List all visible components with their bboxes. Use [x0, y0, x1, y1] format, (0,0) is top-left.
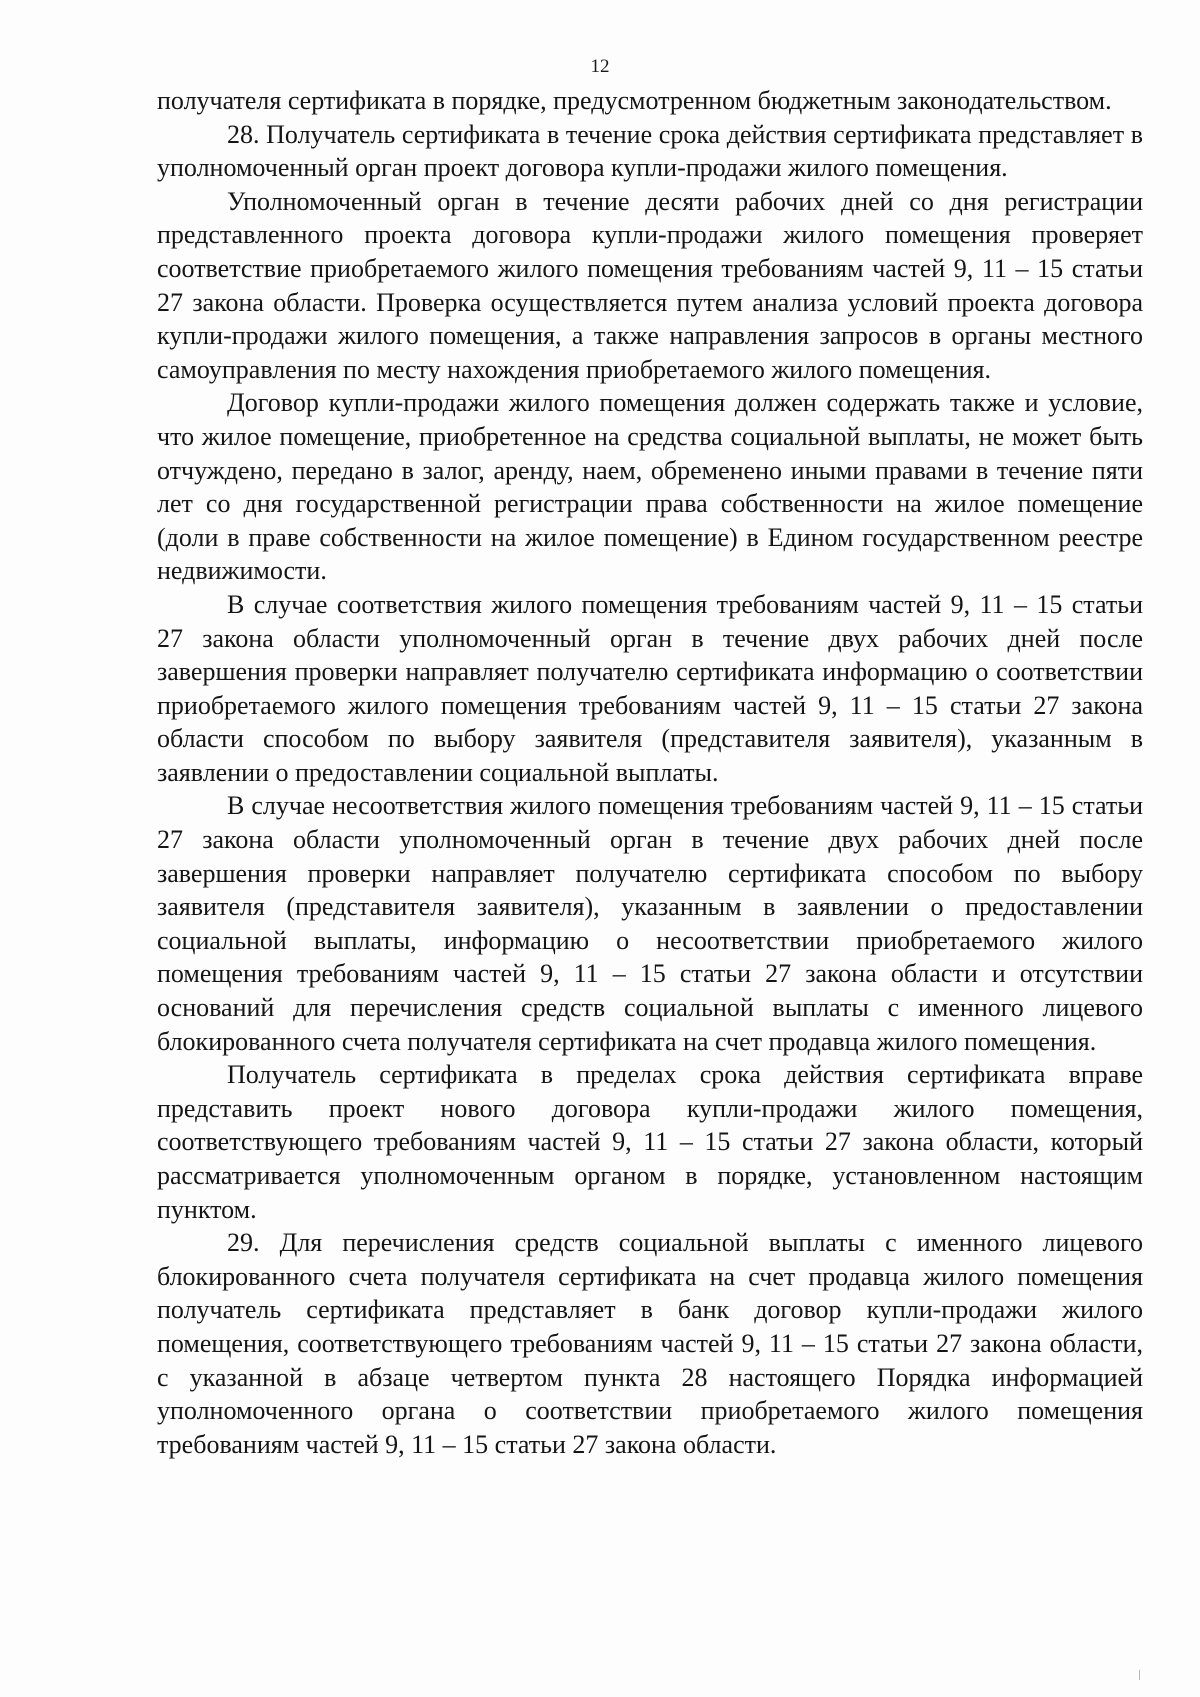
paragraph-noncompliance: В случае несоответствия жилого помещения требованиям частей 9, 11 – 15 статьи 27 закона области уполномоченный орган в течение двух рабочих дней после завершения проверки направляет получателю сертификата способом по выбору заявителя (представителя заявителя), указанным в заявлении о предоставлении социальной выплаты, информацию о несоответствии приобретаемого жилого помещения требованиям частей 9, 11 – 15 статьи 27 закона области и отсутствии оснований для перечисления средств социальной выплаты с именного лицевого блокированного счета получателя сертификата на счет продавца жилого помещения. [157, 791, 1143, 1056]
paragraph-continuation: получателя сертификата в порядке, предусмотренном бюджетным законодательством. [157, 86, 1112, 115]
page-number: 12 [590, 56, 610, 77]
paragraph-item-29: 29. Для перечисления средств социальной выплаты с именного лицевого блокированного счета получателя сертификата на счет продавца жилого помещения получатель сертификата представляет в банк договор купли-продажи жилого помещения, соответствующего требованиям частей 9, 11 – 15 статьи 27 закона области, с указанной в абзаце четвертом пункта 28 настоящего Порядка информацией уполномоченного органа о соответствии приобретаемого жилого помещения требованиям частей 9, 11 – 15 статьи 27 закона области. [157, 1228, 1143, 1459]
paragraph-compliance: В случае соответствия жилого помещения требованиям частей 9, 11 – 15 статьи 27 закона области уполномоченный орган в течение двух рабочих дней после завершения проверки направляет получателю сертификата информацию о соответствии приобретаемого жилого помещения требованиям частей 9, 11 – 15 статьи 27 закона области способом по выбору заявителя (представителя заявителя), указанным в заявлении о предоставлении социальной выплаты. [157, 589, 1143, 787]
paragraph-item-28: 28. Получатель сертификата в течение срока действия сертификата представляет в уполномоченный орган проект договора купли-продажи жилого помещения. [157, 119, 1143, 183]
paragraph-verification: Уполномоченный орган в течение десяти рабочих дней со дня регистрации представленного проекта договора купли-продажи жилого помещения проверяет соответствие приобретаемого жилого помещения требованиям частей 9, 11 – 15 статьи 27 закона области. Проверка осуществляется путем анализа условий проекта договора купли-продажи жилого помещения, а также направления запросов в органы местного самоуправления по месту нахождения приобретаемого жилого помещения. [157, 186, 1143, 384]
document-body [157, 84, 1143, 1461]
scan-mark [1139, 1670, 1140, 1680]
paragraph-contract-condition: Договор купли-продажи жилого помещения должен содержать также и условие, что жилое помещение, приобретенное на средства социальной выплаты, не может быть отчуждено, передано в залог, аренду, наем, обременено иными правами в течение пяти лет со дня государственной регистрации права собственности на жилое помещение (доли в праве собственности на жилое помещение) в Едином государственном реестре недвижимости. [157, 388, 1143, 586]
paragraph-new-contract: Получатель сертификата в пределах срока действия сертификата вправе представить проект нового договора купли-продажи жилого помещения, соответствующего требованиям частей 9, 11 – 15 статьи 27 закона области, который рассматривается уполномоченным органом в порядке, установленном настоящим пунктом. [157, 1060, 1143, 1224]
